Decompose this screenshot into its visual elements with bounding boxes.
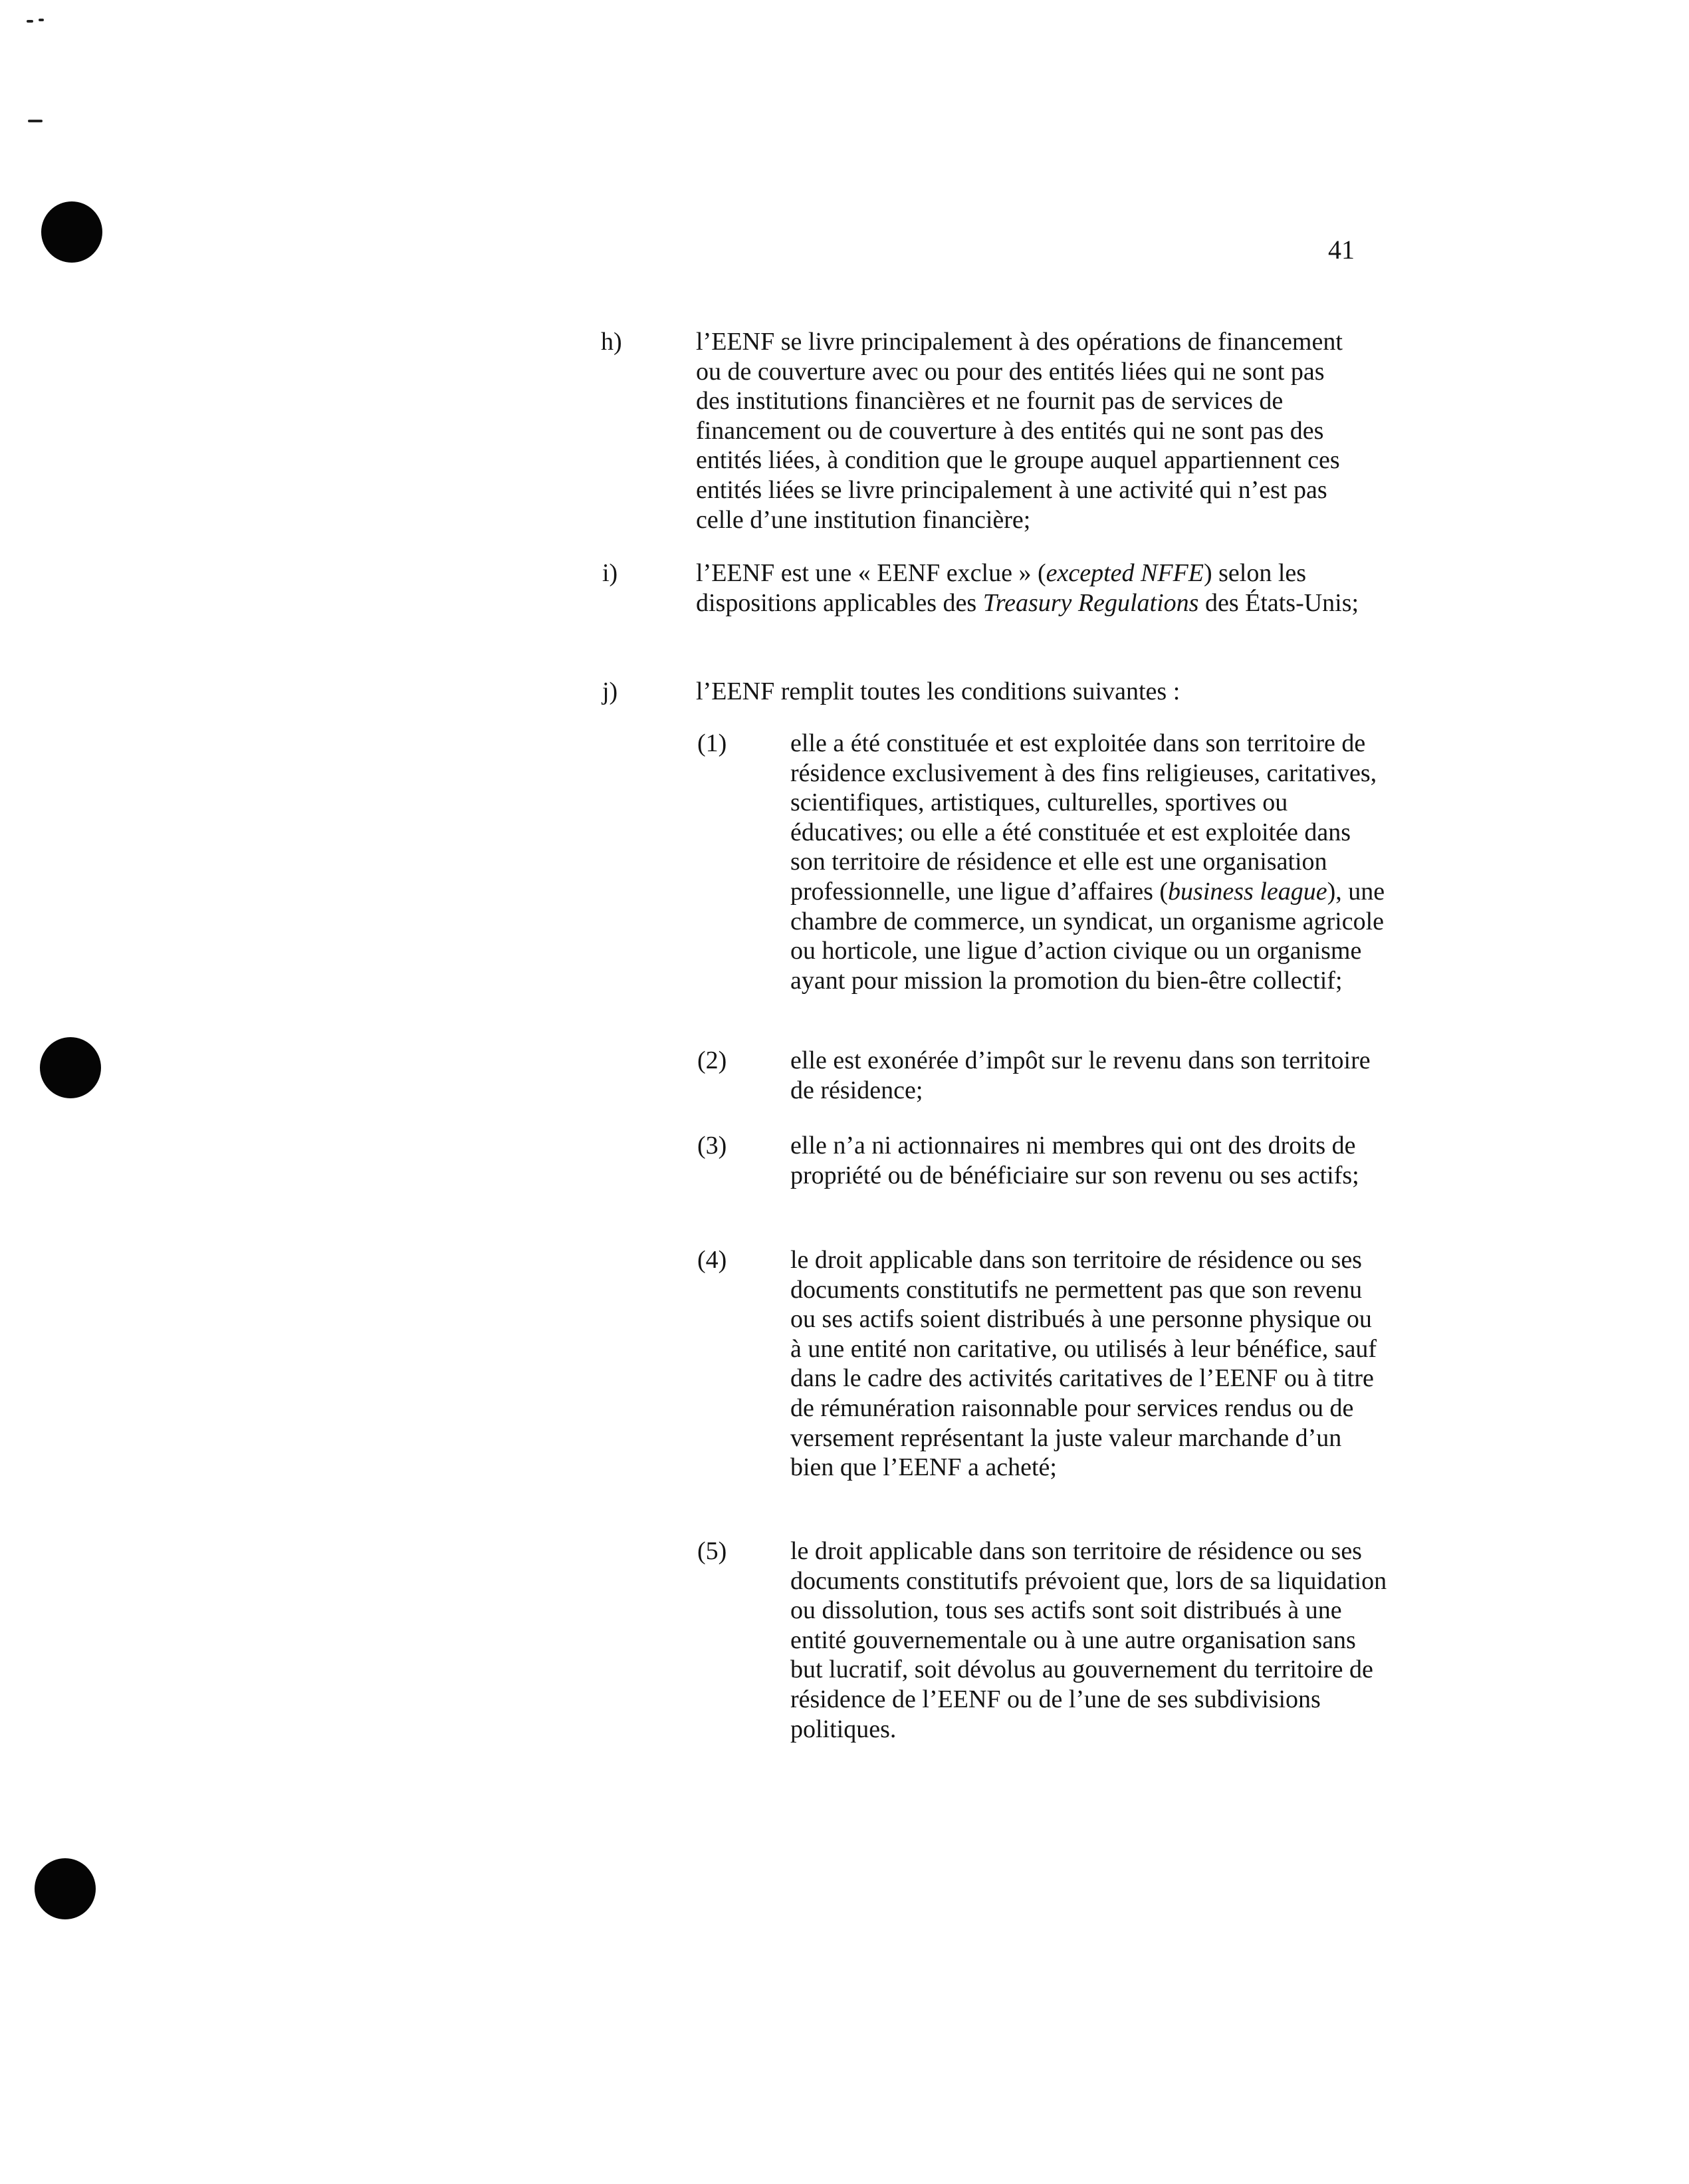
page-number: 41 — [1328, 235, 1355, 265]
item-h-text: l’EENF se livre principalement à des opérations de financement ou de couverture avec ou pour des entités liées qui ne sont pas des institutions financières et ne fournit pas de services de financement ou de couverture à des entités qui ne sont pas des entités liées, à condition que le groupe auquel appartiennent ces entités liées se livre principalement à une activité qui n’est pas celle d’une institution financière; — [696, 328, 1343, 534]
item-marker-i: i) — [602, 559, 618, 587]
punch-hole-bottom — [35, 1858, 96, 1919]
subitem-marker-1: (1) — [697, 729, 727, 757]
item-marker-h: h) — [601, 328, 622, 356]
subitem-marker-2: (2) — [697, 1046, 727, 1074]
business-league-term: business league — [1168, 877, 1327, 906]
excepted-nffe-term: excepted NFFE — [1046, 559, 1204, 587]
item-marker-j: j) — [602, 677, 618, 705]
scan-speck — [39, 19, 44, 21]
subitem-marker-4: (4) — [697, 1246, 727, 1274]
subitem-1-text: elle a été constituée et est exploitée dans son territoire de résidence exclusivement à des fins religieuses, caritatives, scientifiques, artistiques, culturelles, sportives ou éducatives; ou elle a été constituée et est exploitée dans son territoire de résidence et elle est une organisation professionnelle, une ligue d’affaires (business league), une chambre de commerce, un syndicat, un organisme agricole ou horticole, une ligue d’action civique ou un organisme ayant pour mission la promotion du bien-être collectif; — [790, 729, 1385, 995]
subitem-2-text: elle est exonérée d’impôt sur le revenu dans son territoire de résidence; — [790, 1046, 1371, 1104]
punch-hole-middle — [40, 1037, 101, 1098]
scan-speck — [27, 20, 33, 23]
item-j-text: l’EENF remplit toutes les conditions suivantes : — [696, 677, 1181, 705]
treasury-regulations-term: Treasury Regulations — [982, 588, 1199, 617]
punch-hole-top — [41, 201, 102, 263]
subitem-3-text: elle n’a ni actionnaires ni membres qui ont des droits de propriété ou de bénéficiaire sur son revenu ou ses actifs; — [790, 1132, 1359, 1189]
subitem-marker-5: (5) — [697, 1537, 727, 1565]
item-i-text: l’EENF est une « EENF exclue » (excepted NFFE) selon les dispositions applicables des Treasury Regulations des États-Unis; — [696, 559, 1359, 617]
scan-speck — [28, 120, 43, 122]
subitem-4-text: le droit applicable dans son territoire de résidence ou ses documents constitutifs ne permettent pas que son revenu ou ses actifs soient distribués à une personne physique ou à une entité non caritative, ou utilisés à leur bénéfice, sauf dans le cadre des activités caritatives de l’EENF ou à titre de rémunération raisonnable pour services rendus ou de versement représentant la juste valeur marchande d’un bien que l’EENF a acheté; — [790, 1246, 1377, 1482]
subitem-5-text: le droit applicable dans son territoire de résidence ou ses documents constitutifs prévoient que, lors de sa liquidation ou dissolution, tous ses actifs sont soit distribués à une entité gouvernementale ou à une autre organisation sans but lucratif, soit dévolus au gouvernement du territoire de résidence de l’EENF ou de l’une de ses subdivisions politiques. — [790, 1537, 1387, 1743]
subitem-marker-3: (3) — [697, 1132, 727, 1159]
